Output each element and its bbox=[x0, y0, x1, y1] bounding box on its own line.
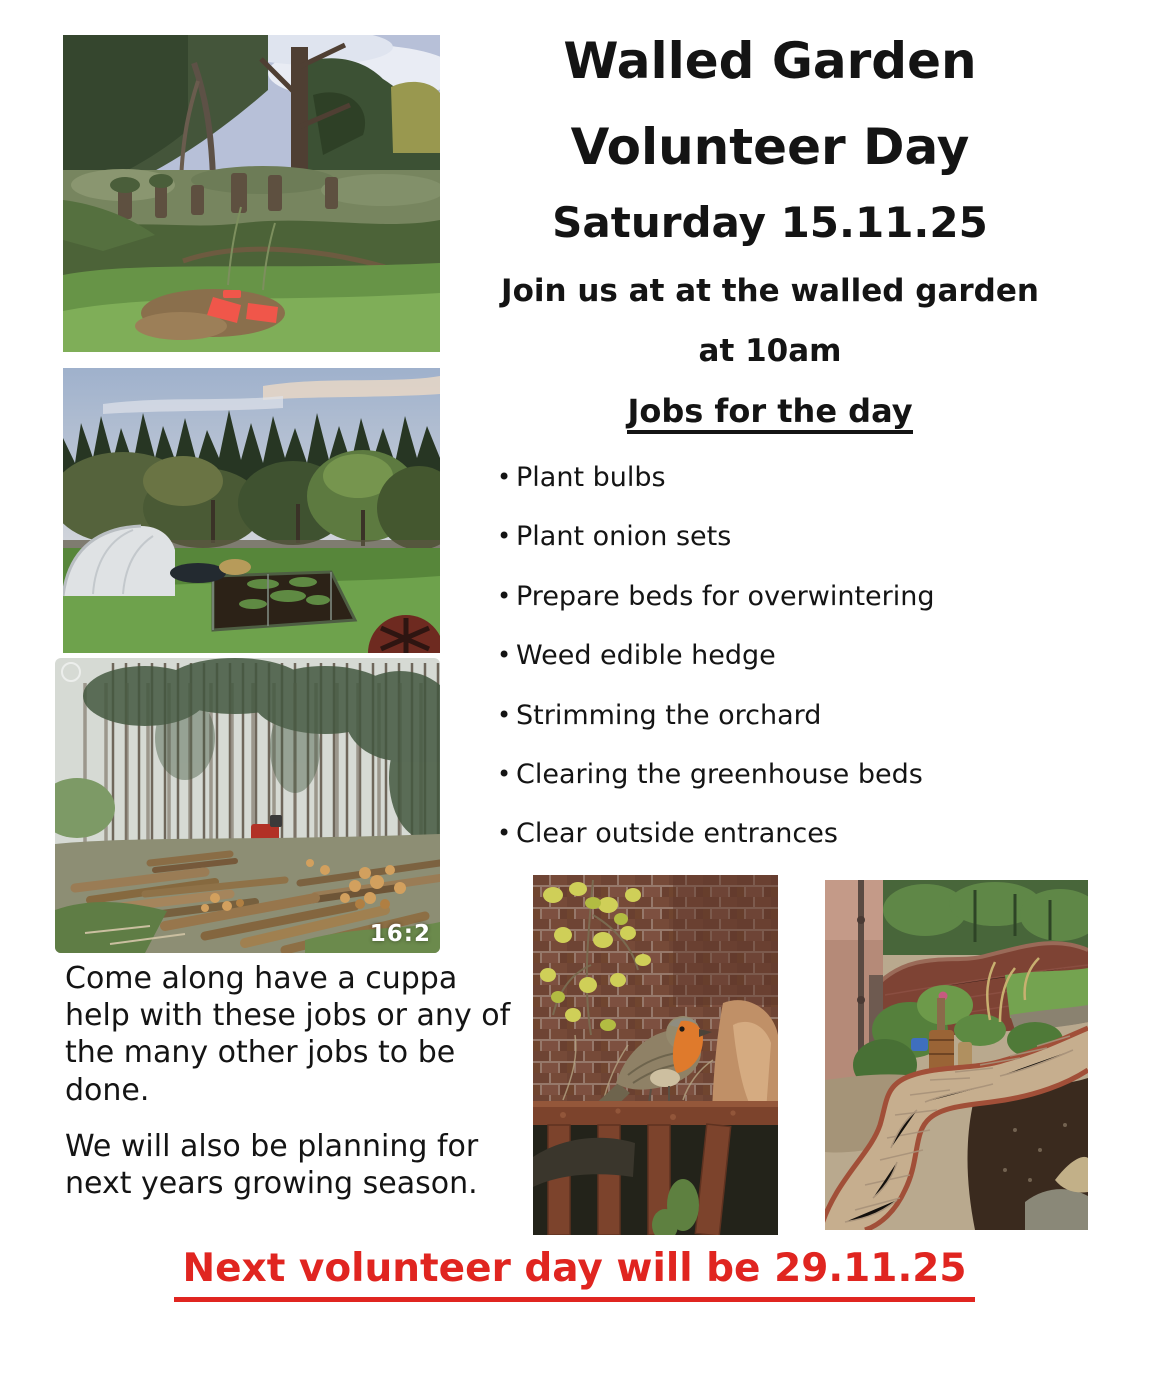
job-item-label: Clear outside entrances bbox=[516, 818, 838, 850]
intro-para-2: We will also be planning for next years growing season. bbox=[65, 1128, 479, 1201]
intro-text bbox=[65, 960, 523, 1221]
job-item bbox=[497, 700, 1057, 732]
header bbox=[440, 28, 1100, 434]
join-line: Join us at at the walled garden bbox=[501, 273, 1039, 309]
intro-para-1: Come along have a cuppa help with these jobs or any of the many other jobs to be done. bbox=[65, 961, 511, 1108]
job-item-label: Clearing the greenhouse beds bbox=[516, 758, 923, 790]
photo-garden-dusk bbox=[63, 368, 440, 653]
drainpipe bbox=[858, 880, 864, 1052]
job-item-label: Weed edible hedge bbox=[516, 640, 776, 672]
time-line: at 10am bbox=[698, 332, 842, 369]
job-item-label: Plant onion sets bbox=[516, 521, 732, 553]
job-item-label: Strimming the orchard bbox=[516, 699, 822, 731]
photo-log-piles bbox=[55, 658, 440, 953]
video-timestamp: 16:2 bbox=[369, 921, 431, 947]
photo-woodland-clearing bbox=[63, 35, 440, 352]
photo-garden-dusk-art bbox=[63, 368, 440, 653]
next-volunteer-day: Next volunteer day will be 29.11.25 bbox=[174, 1246, 974, 1302]
job-item bbox=[497, 462, 1057, 494]
blue-watering-can bbox=[911, 1038, 928, 1051]
photo-robin bbox=[533, 875, 778, 1235]
job-item bbox=[497, 818, 1057, 850]
photo-garden-path bbox=[825, 880, 1088, 1230]
job-item-label: Prepare beds for overwintering bbox=[516, 580, 935, 612]
photo-woodland-clearing-art bbox=[63, 35, 440, 352]
jobs-list bbox=[497, 462, 1057, 878]
footer bbox=[0, 1246, 1149, 1302]
job-item bbox=[497, 521, 1057, 553]
job-item bbox=[497, 759, 1057, 791]
event-date: Saturday 15.11.25 bbox=[552, 198, 988, 247]
jobs-heading-text: Jobs for the day bbox=[627, 395, 912, 434]
photo-robin-art bbox=[533, 875, 778, 1235]
page-title-line2: Volunteer Day bbox=[570, 118, 970, 176]
job-item bbox=[497, 581, 1057, 613]
photo-log-piles-art bbox=[55, 658, 440, 953]
page-title-line1: Walled Garden bbox=[563, 32, 977, 90]
job-item bbox=[497, 640, 1057, 672]
job-item-label: Plant bulbs bbox=[516, 462, 666, 493]
jobs-heading bbox=[440, 391, 1100, 434]
photo-garden-path-art bbox=[825, 880, 1088, 1230]
